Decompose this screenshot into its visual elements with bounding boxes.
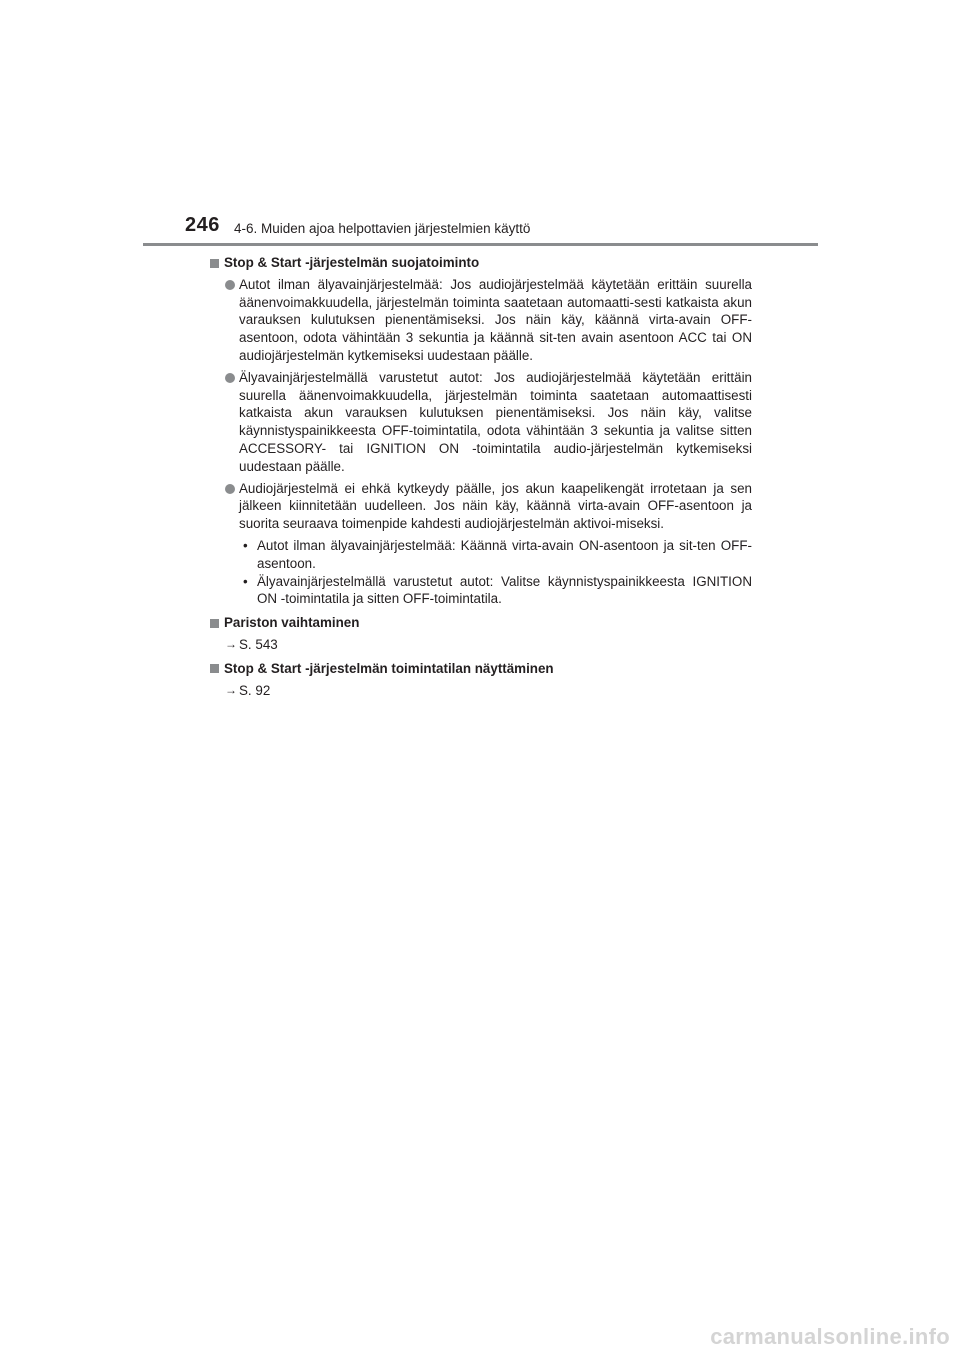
small-bullet-icon: • [243, 537, 248, 553]
sub-list-item-text: Autot ilman älyavainjärjestelmää: Käännä virta-avain ON-asentoon ja sit-ten OFF-asentoon. [257, 537, 752, 571]
section-heading [210, 614, 752, 632]
section-stop-start-protection [210, 254, 752, 608]
small-bullet-icon: • [243, 573, 248, 589]
sub-list [210, 537, 752, 608]
sub-list-item-text: Älyavainjärjestelmällä varustetut autot: Valitse käynnistyspainikkeesta IGNITION ON -toimintatila ja sitten OFF-toimintatila. [257, 573, 752, 607]
list-item-text: Älyavainjärjestelmällä varustetut autot: Jos audiojärjestelmää käytetään erittäin suurella äänenvoimakkuudella, järjestelmän toiminta saatetaan automaattisesti katkaista akun varauksen kulutuksen pienentämiseksi. Jos näin käy, valitse käynnistyspainikkeesta OFF-toimintatila, odota vähintään 3 sekuntia ja valitse sitten ACCESSORY- tai IGNITION ON -toimintatila audio-järjestelmän kytkemiseksi uudestaan päälle. [239, 369, 752, 474]
page-reference-text[interactable]: S. 543 [239, 636, 278, 652]
list-item [210, 369, 752, 476]
section-heading [210, 254, 752, 272]
list-item-text: Autot ilman älyavainjärjestelmää: Jos audiojärjestelmää käytetään erittäin suurella äänenvoimakkuudella, järjestelmän toiminta saatetaan automaatti-sesti katkaista akun varauksen kulutuksen pienentämiseksi. Jos näin käy, käännä virta-avain OFF-asentoon, odota vähintään 3 sekuntia ja käännä sit-ten avain asentoon ACC tai ON audiojärjestelmän kytkemiseksi uudestaan päälle. [239, 276, 752, 363]
round-bullet-icon [225, 484, 235, 494]
list-item [210, 480, 752, 533]
arrow-right-icon: → [225, 682, 237, 697]
page-content [210, 254, 752, 705]
page-number: 246 [185, 214, 220, 236]
page-reference[interactable] [210, 682, 752, 700]
page-header [0, 0, 960, 250]
page-reference[interactable] [210, 636, 752, 654]
heading-text: Stop & Start -järjestelmän suojatoiminto [224, 255, 480, 270]
list-item [210, 276, 752, 365]
section-title: 4-6. Muiden ajoa helpottavien järjestelmien käyttö [234, 221, 531, 236]
square-bullet-icon [210, 259, 219, 268]
section-heading [210, 660, 752, 678]
list-item-text: Audiojärjestelmä ei ehkä kytkeydy päälle, jos akun kaapelikengät irrotetaan ja sen jälkeen kiinnitetään uudelleen. Jos näin käy, käännä virta-avain OFF-asentoon ja suorita seuraava toimenpide kahdesti audiojärjestelmän aktivoi-miseksi. [239, 480, 752, 532]
square-bullet-icon [210, 619, 219, 628]
arrow-right-icon: → [225, 636, 237, 651]
header-divider [143, 243, 818, 246]
square-bullet-icon [210, 664, 219, 673]
heading-text: Pariston vaihtaminen [224, 615, 360, 631]
watermark: carmanualsonline.info [710, 1324, 950, 1349]
sub-list-item [210, 573, 752, 609]
round-bullet-icon [225, 280, 235, 290]
section-mode-display [210, 660, 752, 700]
page-reference-text[interactable]: S. 92 [239, 682, 271, 698]
heading-text: Stop & Start -järjestelmän toimintatilan näyttäminen [224, 660, 554, 676]
round-bullet-icon [225, 373, 235, 383]
sub-list-item [210, 537, 752, 573]
section-battery-replacement [210, 614, 752, 654]
